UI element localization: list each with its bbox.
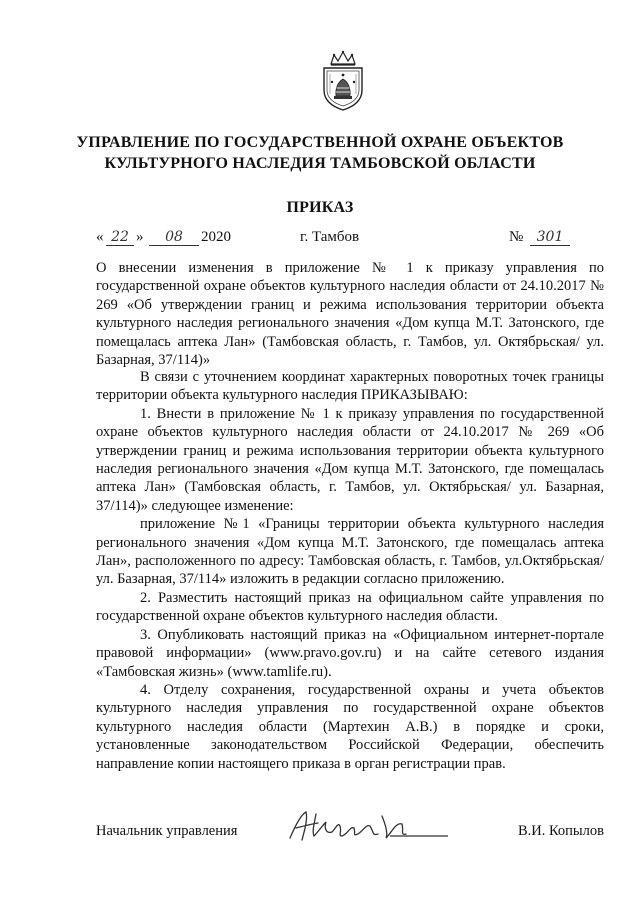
document-type: ПРИКАЗ: [286, 199, 354, 216]
date-day: 22: [106, 229, 134, 246]
number-prefix: №: [509, 229, 524, 245]
organization-name-line2: КУЛЬТУРНОГО НАСЛЕДИЯ ТАМБОВСКОЙ ОБЛАСТИ: [104, 155, 536, 172]
organization-name: [0, 132, 640, 174]
order-body: [96, 368, 604, 773]
item-4-paragraph: 4. Отделу сохранения, государственной охраны и учета объектов культурного наследия управления по государственной охране объектов культурного наследия области (Мартехин А.В.) в порядке и сроки, установленные законодательством Российской Федерации, обеспечить направление копии настоящего приказа в орган регистрации прав.: [96, 681, 604, 772]
tambov-coat-of-arms-icon: [318, 50, 368, 112]
city: г. Тамбов: [300, 229, 360, 245]
date-year: 2020: [201, 229, 231, 245]
date-quote-open: «: [96, 229, 104, 245]
date-line: [96, 229, 566, 249]
preamble-paragraph: В связи с уточнением координат характерных поворотных точек границы территории объекта культурного наследия ПРИКАЗЫВАЮ:: [96, 369, 604, 404]
order-title: О внесении изменения в приложение № 1 к приказу управления по государственной охране объектов культурного наследия области от 24.10.2017 № 269 «Об утверждении границ и режима использования территории объекта культурного наследия регионального значения «Дом купца М.Т. Затонского, где помещалась аптека Лан» (Тамбовская область, г. Тамбов, ул. Октябрьская/ ул. Базарная, 37/114)»: [96, 260, 604, 369]
order-number: 301: [530, 229, 570, 246]
date-month: 08: [149, 229, 199, 246]
item-2-paragraph: 2. Разместить настоящий приказ на официальном сайте управления по государственной охране объектов культурного наследия области.: [96, 589, 604, 625]
signatory-name: В.И. Копылов: [517, 823, 604, 839]
handwritten-signature-icon: [282, 806, 452, 846]
amendment-paragraph: приложение №1 «Границы территории объекта культурного наследия регионального значения «Дом купца М.Т. Затонского, где помещалась аптека Лан», расположенного по адресу: Тамбовская область, г. Тамбов, ул.Октябрьская/ ул. Базарная, 37/114» изложить в редакции согласно приложению.: [96, 516, 604, 588]
date-quote-close: »: [136, 229, 144, 245]
item-1-paragraph: 1. Внести в приложение № 1 к приказу управления по государственной охране объектов культурного наследия области от 24.10.2017 № 269 «Об утверждении границ и режима использования территории объекта культурного наследия регионального значения «Дом купца М.Т. Затонского, где помещалась аптека Лан» (Тамбовская область, г. Тамбов, ул. Октябрьская/ ул. Базарная, 37/114)» следующее изменение:: [96, 405, 604, 514]
organization-name-line1: УПРАВЛЕНИЕ ПО ГОСУДАРСТВЕННОЙ ОХРАНЕ ОБЪЕКТОВ: [76, 134, 564, 151]
signatory-position: Начальник управления: [96, 823, 238, 839]
item-3-paragraph: 3. Опубликовать настоящий приказ на «Официальном интернет-портале правовой информации» (www.pravo.gov.ru) и на сайте сетевого издания «Тамбовская жизнь» (www.tamlife.ru).: [96, 626, 604, 680]
